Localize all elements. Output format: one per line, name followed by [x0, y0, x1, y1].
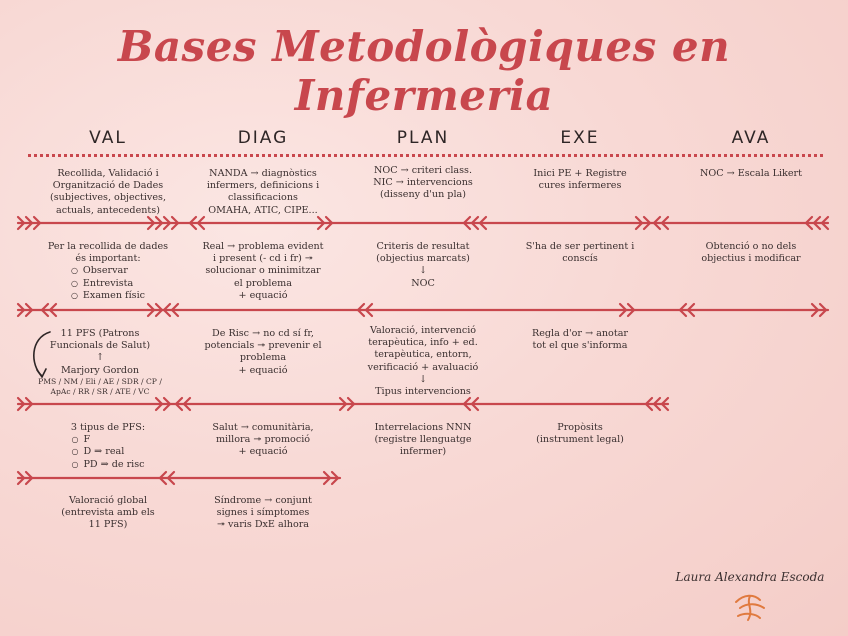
cell-line: (registre llenguatge [374, 434, 472, 446]
row-divider-2 [18, 304, 828, 316]
cell-line: (entrevista amb els [61, 507, 155, 519]
cell-line: Tipus intervencions [375, 386, 471, 398]
cell-val-1 [33, 168, 183, 217]
cell-ava-1 [676, 168, 826, 180]
cell-line: Per la recollida de dades [47, 241, 169, 252]
cell-line: ↠ varis DxE alhora [216, 519, 310, 531]
row-divider-3 [18, 398, 668, 410]
cell-line: Funcionals de Salut) [49, 340, 151, 352]
cell-line: (objectius marcats) [376, 253, 470, 265]
cell-diag-2 [188, 241, 338, 302]
cell-line: problema [239, 352, 287, 364]
bullet-item: ○ Examen físic [71, 290, 145, 302]
cell-line: signes i símptomes [216, 507, 310, 519]
page-title: Bases Metodològiques en Infermeria [117, 22, 731, 120]
cell-line: Valoració global [68, 495, 148, 506]
cell-line: Marjory Gordon [60, 364, 140, 376]
cell-val-2 [33, 241, 183, 302]
cell-line: terapèutica, info + ed. [368, 337, 478, 349]
cell-line: objectius i modificar [701, 253, 801, 265]
cell-diag-5 [188, 495, 338, 532]
row-divider-4 [18, 472, 340, 484]
cell-line: NANDA → diagnòstics [209, 168, 317, 179]
bullet-list [71, 434, 144, 471]
cell-line: verificació + avaluació [367, 361, 479, 373]
cell-diag-4 [188, 422, 338, 459]
cell-line: terapèutica, entorn, [374, 349, 472, 361]
cell-plan-3 [348, 325, 498, 398]
cell-line: 11 PFS) [88, 519, 128, 531]
cell-line: Síndrome → conjunt [214, 495, 312, 506]
cell-line: Recollida, Validació i [57, 168, 159, 179]
cell-line: Salut → comunitària, [212, 422, 314, 433]
cell-line: ↓ [418, 373, 428, 385]
row-divider-1 [18, 217, 828, 229]
cell-line: Organització de Dades [52, 180, 164, 192]
cell-line: Interrelacions NNN [374, 422, 472, 433]
cell-line: + equació [238, 446, 288, 458]
cell-line: De Risc → no cd sí fr, [212, 328, 314, 339]
column-header-val: VAL [89, 128, 127, 148]
cell-line: NOC → criteri class. [373, 165, 473, 176]
bullet-item: ○ D ⇒ real [71, 446, 144, 458]
cell-plan-4 [348, 422, 498, 459]
bullet-list [71, 265, 145, 302]
signature-flourish-icon [730, 590, 770, 624]
cell-line: NOC [411, 277, 435, 289]
cell-line: Criteris de resultat [376, 241, 470, 252]
cell-line: 11 PFS (Patrons [60, 328, 140, 339]
cell-exe-4 [505, 422, 655, 446]
cell-line: ↑ [95, 352, 105, 364]
cell-line: NIC → intervencions [373, 177, 473, 189]
cell-line: (subjectives, objectives, [50, 192, 166, 204]
column-header-ava: AVA [731, 128, 771, 148]
bullet-item: ○ Observar [71, 265, 145, 277]
cell-line: potencials ↠ prevenir el [204, 340, 322, 352]
cell-line: 3 tipus de PFS: [70, 422, 146, 433]
cell-plan-1 [348, 165, 498, 202]
column-header-diag: DIAG [237, 128, 289, 148]
column-header-plan: PLAN [396, 128, 450, 148]
cell-line: OMAHA, ATIC, CIPE... [208, 204, 318, 216]
cell-line: és important: [75, 253, 141, 265]
cell-line: Inici PE + Registre [533, 168, 627, 179]
cell-line: + equació [238, 364, 288, 376]
cell-line: cures infermeres [538, 180, 622, 192]
cell-line: NOC → Escala Likert [700, 168, 802, 179]
cell-line: Regla d'or → anotar [532, 328, 628, 339]
cell-line: PMS / NM / Eli / AE / SDR / CP / [38, 376, 162, 386]
cell-line: Propòsits [557, 422, 603, 433]
cell-line: Obtenció o no dels [705, 241, 797, 252]
cell-val-3 [25, 328, 175, 397]
cell-line: infermers, definicions i [206, 180, 320, 192]
cell-line: S'ha de ser pertinent i [525, 241, 635, 252]
cell-line: classificacions [228, 192, 298, 204]
cell-line: (instrument legal) [536, 434, 624, 446]
cell-line: el problema [233, 277, 292, 289]
bullet-item: ○ F [71, 434, 144, 446]
cell-line: infermer) [399, 446, 447, 458]
cell-line: Real → problema evident [202, 241, 324, 252]
cell-line: i present (- cd i fr) ↠ [213, 253, 313, 265]
cell-line: (disseny d'un pla) [380, 189, 466, 201]
cell-line: + equació [238, 289, 288, 301]
signature: Laura Alexandra Escoda [675, 570, 825, 584]
cell-line: millora ↠ promoció [215, 434, 311, 446]
cell-val-5 [33, 495, 183, 532]
cell-line: solucionar o minimitzar [205, 265, 321, 277]
cell-line: actuals, antecedents) [56, 204, 160, 216]
bullet-item: ○ Entrevista [71, 278, 145, 290]
cell-plan-2 [348, 241, 498, 290]
column-header-exe: EXE [560, 128, 600, 148]
bullet-item: ○ PD ⇒ de risc [71, 459, 144, 471]
cell-val-4 [33, 422, 183, 471]
cell-diag-3 [188, 328, 338, 377]
cell-exe-2 [505, 241, 655, 265]
cell-ava-2 [676, 241, 826, 265]
cell-line: tot el que s'informa [532, 340, 628, 352]
cell-line: ↓ [418, 265, 428, 277]
cell-line: conscís [562, 253, 598, 265]
cell-exe-1 [505, 168, 655, 192]
cell-exe-3 [505, 328, 655, 352]
cell-line: Valoració, intervenció [369, 325, 477, 336]
cell-line: ApAc / RR / SR / ATE / VC [50, 386, 150, 396]
cell-diag-1 [188, 168, 338, 217]
